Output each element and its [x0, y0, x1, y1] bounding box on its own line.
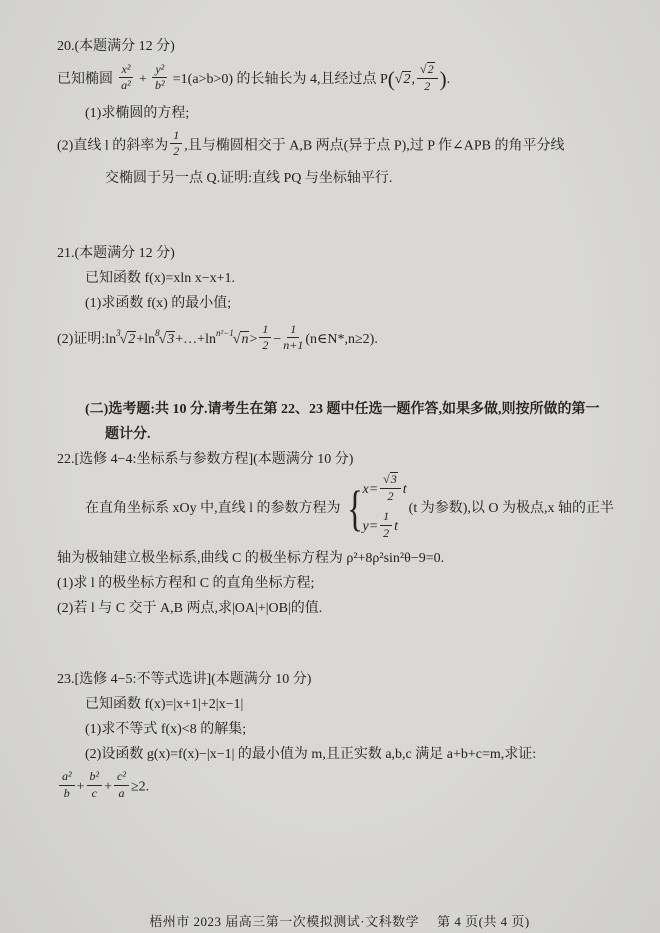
- q20-given-mid: =1(a>b>0) 的长轴长为 4,且经过点 P: [172, 72, 388, 88]
- elective-section-intro: [57, 397, 622, 447]
- ellipsis-ln: +…+ln: [175, 332, 216, 348]
- question-21: [57, 241, 622, 355]
- q22-part2: (2)若 l 与 C 交于 A,B 两点,求|OA|+|OB|的值.: [57, 601, 323, 617]
- cube-root-2: [116, 328, 136, 348]
- q22-given-text-cont: (t 为参数),以 O 为极点,x 轴的正半: [408, 500, 614, 516]
- x-equation-lhs: x=: [362, 482, 379, 498]
- radical-body: n: [241, 332, 249, 348]
- q20-header: 20.(本题满分 12 分): [57, 39, 175, 54]
- q22-given-text: 在直角坐标系 xOy 中,直线 l 的参数方程为: [85, 500, 341, 516]
- q23-header: 23.[选修 4−5:不等式选讲](本题满分 10 分): [57, 672, 312, 688]
- root-index: 3: [116, 328, 121, 339]
- plus-ln: +ln: [136, 332, 156, 348]
- q21-part2: [57, 321, 622, 355]
- q23-inequality-rhs: ≥2.: [130, 779, 150, 795]
- fraction-denominator: b²: [155, 78, 165, 93]
- minus-operator: −: [273, 332, 282, 348]
- q23-given: 已知函数 f(x)=|x+1|+2|x−1|: [85, 697, 244, 713]
- parameter-t: t: [394, 519, 399, 535]
- fraction-x2-a2: [119, 63, 134, 94]
- right-paren: ): [439, 67, 447, 92]
- fraction-numerator: [380, 472, 401, 489]
- fraction-denominator: a²: [121, 78, 131, 93]
- sqrt-2: [395, 71, 412, 87]
- radical-sign: √: [158, 332, 167, 348]
- q20-part2-text: (2)直线 l 的斜率为: [57, 138, 169, 154]
- radical-sign: √: [419, 62, 427, 76]
- fraction-denominator: 2: [424, 78, 431, 93]
- plus-operator: +: [138, 72, 147, 88]
- radical-sign: √: [394, 72, 403, 88]
- q21-part2-condition: (n∈N*,n≥2).: [305, 332, 378, 348]
- fraction-denominator: 2: [173, 144, 180, 159]
- y-equation-lhs: y=: [362, 519, 379, 535]
- footer-page-number: 第 4 页(共 4 页): [437, 914, 530, 930]
- footer-exam-title: 梧州市 2023 届高三第一次模拟测试·文科数学: [149, 914, 420, 930]
- fraction-denominator: 2: [387, 489, 394, 504]
- left-paren: (: [387, 67, 395, 92]
- system-rows: [363, 474, 407, 542]
- fraction-a2-b: [59, 770, 75, 801]
- radical-sign: √: [119, 332, 128, 348]
- radical-body: 3: [390, 472, 397, 487]
- fraction-numerator: a²: [59, 770, 75, 786]
- fraction-denominator: 2: [262, 338, 269, 353]
- fraction-numerator: x²: [119, 63, 134, 79]
- q20-part2: [57, 127, 622, 162]
- q22-given-line2: 轴为极轴建立极坐标系,曲线 C 的极坐标方程为 ρ²+8ρ²sin²θ−9=0.: [57, 551, 445, 567]
- root-index: n²−1: [215, 328, 234, 339]
- system-brace: {: [346, 480, 363, 537]
- system-row-x: [363, 474, 407, 506]
- q23-part1: (1)求不等式 f(x)<8 的解集;: [85, 722, 247, 738]
- q20-part1: (1)求椭圆的方程;: [85, 105, 190, 121]
- fraction-1-2: [380, 510, 392, 541]
- parameter-t: t: [402, 482, 407, 498]
- fraction-denominator: a: [118, 786, 125, 801]
- q21-given: 已知函数 f(x)=xln x−x+1.: [85, 271, 236, 287]
- fraction-sqrt2-2: [417, 62, 438, 94]
- fraction-numerator: y²: [152, 63, 167, 79]
- fraction-denominator: 2: [383, 525, 390, 540]
- greater-than: >: [249, 332, 258, 348]
- fraction-sqrt3-2: [380, 472, 401, 504]
- elective-intro-line2: 题计分.: [105, 427, 151, 443]
- fraction-1-2: [170, 129, 182, 160]
- radical-body: 2: [427, 62, 434, 76]
- fraction-c2-a: [114, 770, 129, 801]
- fraction-numerator: c²: [114, 770, 129, 786]
- root-index: 8: [155, 328, 160, 339]
- q22-header: 22.[选修 4−4:坐标系与参数方程](本题满分 10 分): [57, 452, 354, 468]
- eighth-root-3: [155, 328, 175, 348]
- q23-part2: (2)设函数 g(x)=f(x)−|x−1| 的最小值为 m,且正实数 a,b,c 满足 a+b+c=m,求证:: [85, 747, 537, 763]
- fraction-numerator: [417, 62, 438, 79]
- fraction-denominator: b: [63, 786, 70, 801]
- q23-inequality: [57, 769, 622, 803]
- fraction-numerator: 1: [259, 323, 271, 339]
- n2minus1-root-n: [215, 328, 249, 348]
- fraction-1-n1: [283, 323, 303, 354]
- q20-part2-line2: 交椭圆于另一点 Q.证明:直线 PQ 与坐标轴平行.: [105, 171, 393, 187]
- question-22: [57, 447, 622, 621]
- q20-given: [57, 61, 622, 96]
- fraction-b2-c: [87, 770, 103, 801]
- radical-body: 2: [403, 72, 411, 88]
- period: .: [446, 72, 451, 88]
- q22-part1: (1)求 l 的极坐标方程和 C 的直角坐标方程;: [57, 576, 315, 592]
- fraction-denominator: n+1: [283, 338, 304, 353]
- fraction-y2-b2: [152, 63, 167, 94]
- system-row-y: [362, 508, 407, 543]
- question-20: [57, 34, 622, 191]
- fraction-numerator: 1: [287, 323, 299, 339]
- fraction-numerator: 1: [380, 510, 392, 526]
- q22-given: [85, 474, 622, 542]
- radical-sign: √: [383, 472, 390, 487]
- q20-given-text: 已知椭圆: [57, 72, 113, 88]
- radical-body: 3: [167, 332, 175, 348]
- radical-body: 2: [128, 332, 136, 348]
- parametric-system: [343, 474, 407, 542]
- fraction-denominator: c: [91, 786, 97, 801]
- radical-sign: √: [232, 332, 241, 348]
- q20-part2-text-cont: ,且与椭圆相交于 A,B 两点(异于点 P),过 P 作∠APB 的角平分线: [184, 138, 565, 154]
- plus-operator: +: [76, 779, 85, 795]
- comma: ,: [411, 72, 415, 88]
- q21-part1: (1)求函数 f(x) 的最小值;: [85, 296, 232, 312]
- fraction-numerator: b²: [87, 770, 103, 786]
- fraction-numerator: 1: [170, 129, 182, 145]
- question-23: [57, 667, 622, 803]
- plus-operator: +: [104, 779, 113, 795]
- elective-intro-line1: (二)选考题:共 10 分.请考生在第 22、23 题中任选一题作答,如果多做,则按所做的第一: [85, 402, 600, 418]
- q21-header: 21.(本题满分 12 分): [57, 246, 175, 262]
- page-footer: [57, 911, 622, 930]
- q21-part2-text: (2)证明:ln: [57, 332, 117, 348]
- fraction-1-2: [259, 323, 271, 354]
